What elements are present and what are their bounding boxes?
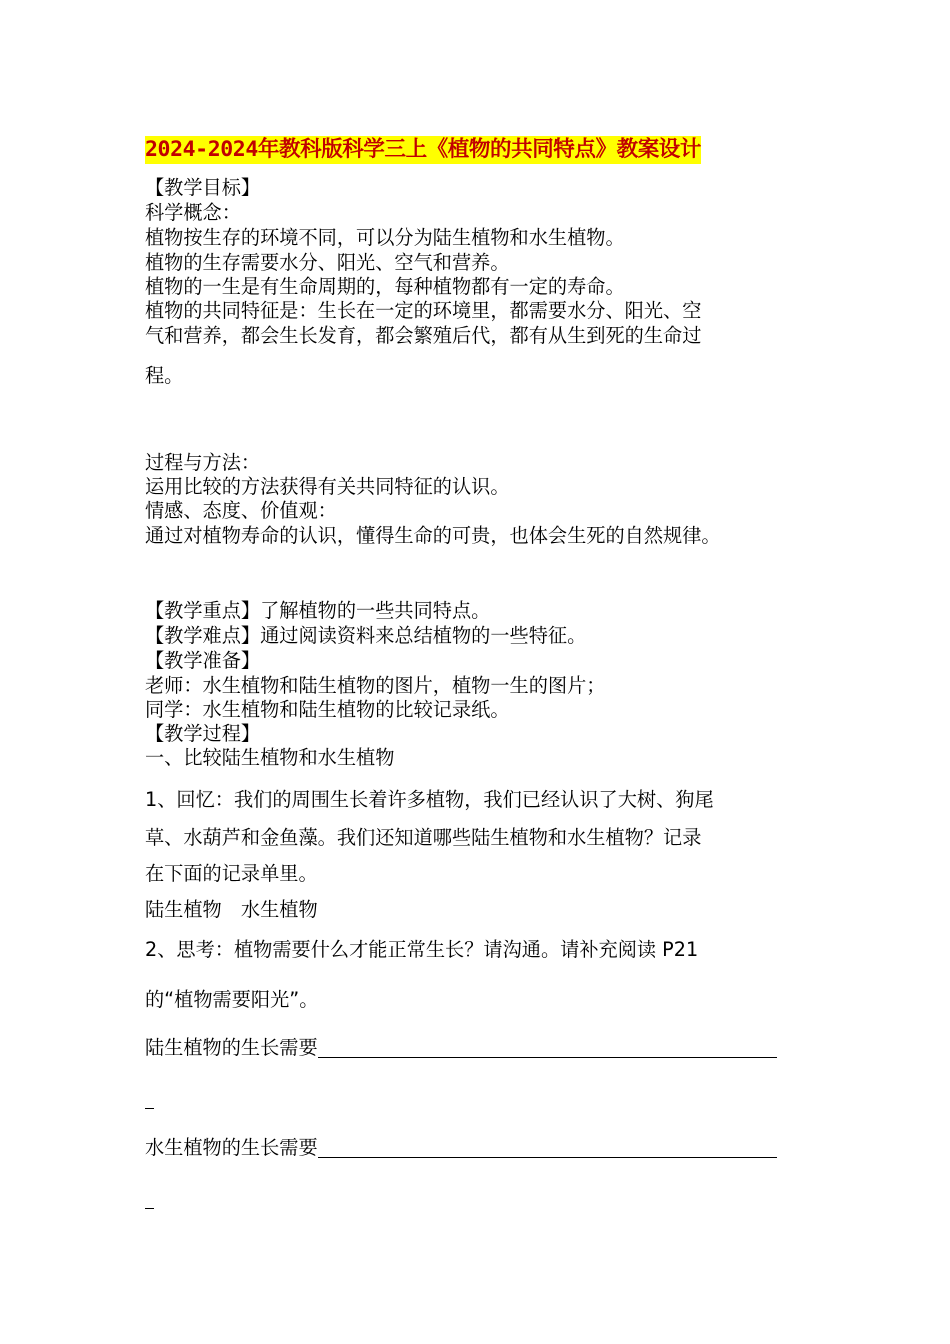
land-needs-blank	[318, 1035, 777, 1058]
difficulty: 【教学难点】通过阅读资料来总结植物的一些特征。	[145, 624, 587, 647]
document-title: 2024-2024年教科版科学三上《植物的共同特点》教案设计	[145, 137, 701, 162]
table-header: 陆生植物 水生植物	[145, 898, 318, 921]
prep-heading: 【教学准备】	[145, 649, 261, 672]
key-point: 【教学重点】了解植物的一些共同特点。	[145, 599, 491, 622]
recall-line: 在下面的记录单里。	[145, 862, 318, 885]
water-needs-blank	[318, 1135, 777, 1158]
student-prep: 同学：水生植物和陆生植物的比较记录纸。	[145, 698, 510, 721]
concept-heading: 科学概念：	[145, 201, 241, 224]
teacher-prep: 老师：水生植物和陆生植物的图片，植物一生的图片；	[145, 674, 606, 697]
think-line: 2、思考：植物需要什么才能正常生长？请沟通。请补充阅读 P21	[145, 938, 699, 961]
recall-line: 草、水葫芦和金鱼藻。我们还知道哪些陆生植物和水生植物？记录	[145, 826, 702, 849]
recall-line: 1、回忆：我们的周围生长着许多植物，我们已经认识了大树、狗尾	[145, 788, 714, 811]
water-needs-continuation	[145, 1208, 154, 1209]
water-needs-label: 水生植物的生长需要	[145, 1136, 318, 1159]
method-line: 运用比较的方法获得有关共同特征的认识。	[145, 475, 510, 498]
think-line: 的“植物需要阳光”。	[145, 988, 319, 1011]
concept-line: 气和营养，都会生长发育，都会繁殖后代，都有从生到死的生命过	[145, 324, 702, 347]
process-heading: 【教学过程】	[145, 722, 261, 745]
concept-line: 植物的共同特征是：生长在一定的环境里，都需要水分、阳光、空	[145, 299, 702, 322]
land-needs-line	[145, 1033, 777, 1060]
concept-line: 程。	[145, 364, 184, 387]
concept-line: 植物的一生是有生命周期的，每种植物都有一定的寿命。	[145, 275, 625, 298]
method-heading: 过程与方法：	[145, 451, 261, 474]
concept-line: 植物的生存需要水分、阳光、空气和营养。	[145, 251, 510, 274]
section1-heading: 一、比较陆生植物和水生植物	[145, 746, 395, 769]
water-needs-line	[145, 1133, 777, 1160]
land-needs-label: 陆生植物的生长需要	[145, 1036, 318, 1059]
objectives-heading: 【教学目标】	[145, 176, 261, 199]
attitude-heading: 情感、态度、价值观：	[145, 499, 337, 522]
concept-line: 植物按生存的环境不同，可以分为陆生植物和水生植物。	[145, 226, 625, 249]
attitude-line: 通过对植物寿命的认识，懂得生命的可贵，也体会生死的自然规律。	[145, 524, 721, 547]
land-needs-continuation	[145, 1108, 154, 1109]
